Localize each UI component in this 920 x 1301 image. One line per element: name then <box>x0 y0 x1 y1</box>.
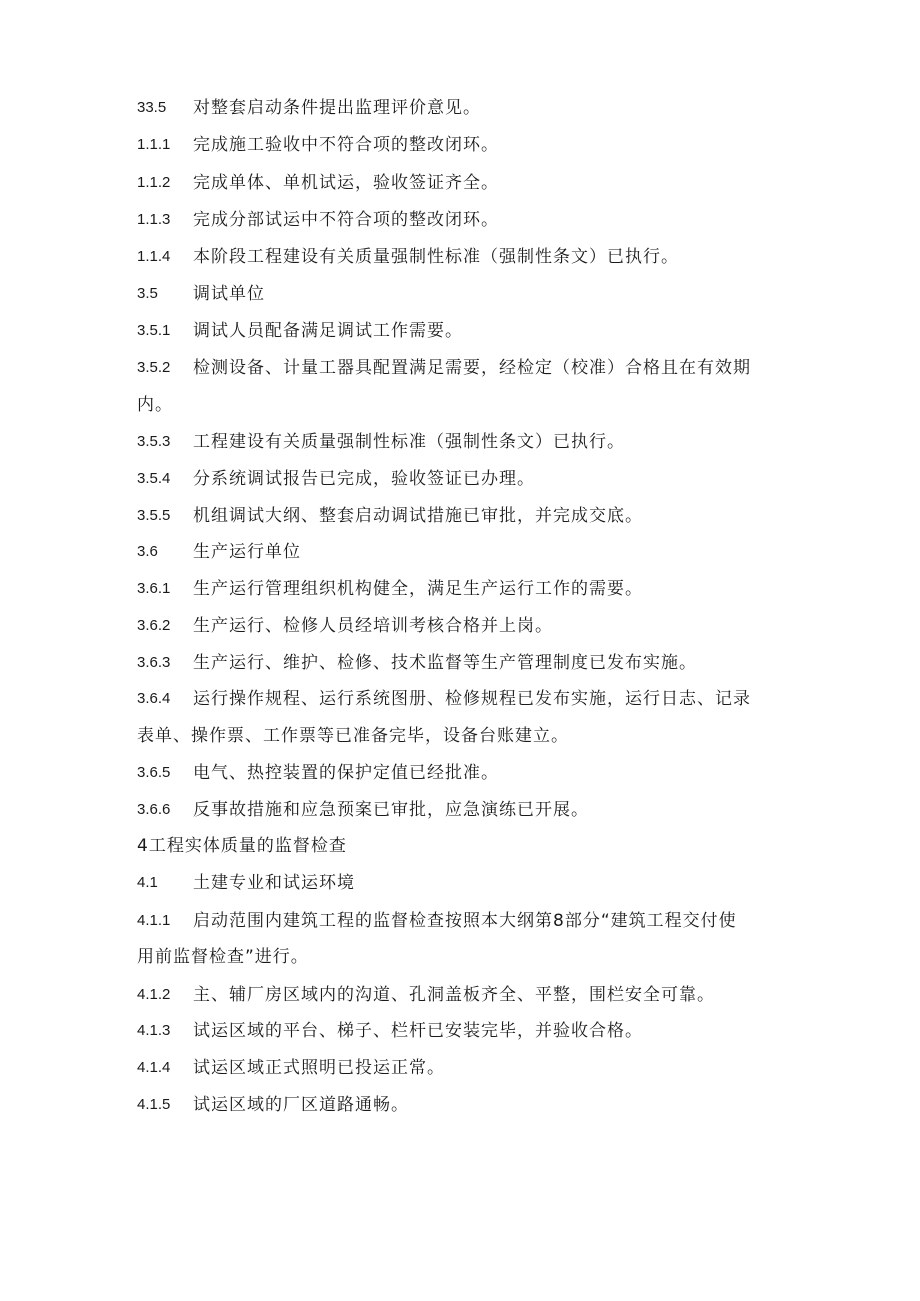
section-number: 4.1 <box>137 874 158 891</box>
clause-number: 4.1.4 <box>137 1059 171 1076</box>
clause-text: 调试人员配备满足调试工作需要。 <box>193 321 463 341</box>
clause-number: 1.1.3 <box>137 211 171 228</box>
clause-number: 1.1.1 <box>137 136 171 153</box>
clause-text: 启动范围内建筑工程的监督检查按照本大纲第8部分“建筑工程交付使 <box>193 911 737 931</box>
clause-1-1-3 <box>0 205 920 235</box>
clause-1-1-4 <box>0 242 920 272</box>
clause-text: 试运区域的厂区道路通畅。 <box>193 1095 409 1115</box>
clause-number: 4.1.3 <box>137 1022 171 1039</box>
section-title: 土建专业和试运环境 <box>193 873 355 893</box>
clause-number: 4.1.1 <box>137 912 171 929</box>
clause-number: 33.5 <box>137 99 167 116</box>
clause-1-1-2 <box>0 168 920 198</box>
clause-4-1-5 <box>0 1090 920 1120</box>
clause-number: 3.5.4 <box>137 470 171 487</box>
clause-3-6-6 <box>0 795 920 825</box>
clause-text: 对整套启动条件提出监理评价意见。 <box>193 98 481 118</box>
section-number: 3.6 <box>137 543 158 560</box>
clause-number: 4.1.2 <box>137 986 171 1003</box>
clause-1-1-1 <box>0 130 920 160</box>
clause-text: 主、辅厂房区域内的沟道、孔洞盖板齐全、平整，围栏安全可靠。 <box>193 985 715 1005</box>
clause-number: 3.6.1 <box>137 580 171 597</box>
clause-3-6-4 <box>0 684 920 714</box>
clause-3-6-3 <box>0 648 920 678</box>
clause-text-continued: 表单、操作票、工作票等已准备完毕，设备台账建立。 <box>137 726 569 746</box>
clause-number: 4.1.5 <box>137 1096 171 1113</box>
clause-4-1-1 <box>0 906 920 936</box>
clause-text: 检测设备、计量工器具配置满足需要，经检定（校准）合格且在有效期 <box>193 358 751 378</box>
clause-text: 生产运行管理组织机构健全，满足生产运行工作的需要。 <box>193 579 643 599</box>
clause-text: 生产运行、维护、检修、技术监督等生产管理制度已发布实施。 <box>193 653 697 673</box>
section-title: 调试单位 <box>193 284 265 304</box>
chapter-title: 4工程实体质量的监督检查 <box>137 836 347 856</box>
clause-3-6-4-continued <box>0 721 920 751</box>
clause-number: 1.1.4 <box>137 248 171 265</box>
clause-text-continued: 内。 <box>137 395 173 415</box>
clause-text: 试运区域的平台、梯子、栏杆已安装完毕，并验收合格。 <box>193 1021 643 1041</box>
clause-text-continued: 用前监督检查”进行。 <box>137 947 309 967</box>
clause-text: 工程建设有关质量强制性标准（强制性条文）已执行。 <box>193 432 625 452</box>
section-title: 生产运行单位 <box>193 542 301 562</box>
clause-text: 试运区域正式照明已投运正常。 <box>193 1058 445 1078</box>
clause-text: 完成分部试运中不符合项的整改闭环。 <box>193 210 499 230</box>
clause-number: 3.5.1 <box>137 322 171 339</box>
clause-text: 生产运行、检修人员经培训考核合格并上岗。 <box>193 616 553 636</box>
clause-3-5-3 <box>0 427 920 457</box>
section-3-5 <box>0 279 920 309</box>
clause-33-5 <box>0 93 920 123</box>
clause-4-1-2 <box>0 980 920 1010</box>
clause-number: 3.6.5 <box>137 764 171 781</box>
clause-text: 完成施工验收中不符合项的整改闭环。 <box>193 135 499 155</box>
clause-3-6-1 <box>0 574 920 604</box>
clause-number: 1.1.2 <box>137 174 171 191</box>
section-number: 3.5 <box>137 285 158 302</box>
clause-3-5-5 <box>0 501 920 531</box>
clause-number: 3.6.6 <box>137 801 171 818</box>
clause-text: 本阶段工程建设有关质量强制性标准（强制性条文）已执行。 <box>193 247 679 267</box>
clause-3-5-1 <box>0 316 920 346</box>
clause-number: 3.6.4 <box>137 690 171 707</box>
clause-3-5-4 <box>0 464 920 494</box>
clause-3-5-2 <box>0 353 920 383</box>
clause-number: 3.5.3 <box>137 433 171 450</box>
clause-number: 3.5.5 <box>137 507 171 524</box>
clause-3-6-2 <box>0 611 920 641</box>
clause-4-1-3 <box>0 1016 920 1046</box>
clause-3-5-2-continued <box>0 390 920 420</box>
clause-number: 3.6.2 <box>137 617 171 634</box>
clause-number: 3.6.3 <box>137 654 171 671</box>
section-4-1 <box>0 868 920 898</box>
clause-text: 机组调试大纲、整套启动调试措施已审批，并完成交底。 <box>193 506 643 526</box>
clause-text: 完成单体、单机试运，验收签证齐全。 <box>193 173 499 193</box>
chapter-4-heading <box>0 831 920 861</box>
clause-number: 3.5.2 <box>137 359 171 376</box>
section-3-6 <box>0 537 920 567</box>
clause-text: 反事故措施和应急预案已审批，应急演练已开展。 <box>193 800 589 820</box>
clause-4-1-1-continued <box>0 942 920 972</box>
clause-text: 分系统调试报告已完成，验收签证已办理。 <box>193 469 535 489</box>
clause-4-1-4 <box>0 1053 920 1083</box>
clause-3-6-5 <box>0 758 920 788</box>
clause-text: 运行操作规程、运行系统图册、检修规程已发布实施，运行日志、记录 <box>193 689 751 709</box>
clause-text: 电气、热控装置的保护定值已经批准。 <box>193 763 499 783</box>
